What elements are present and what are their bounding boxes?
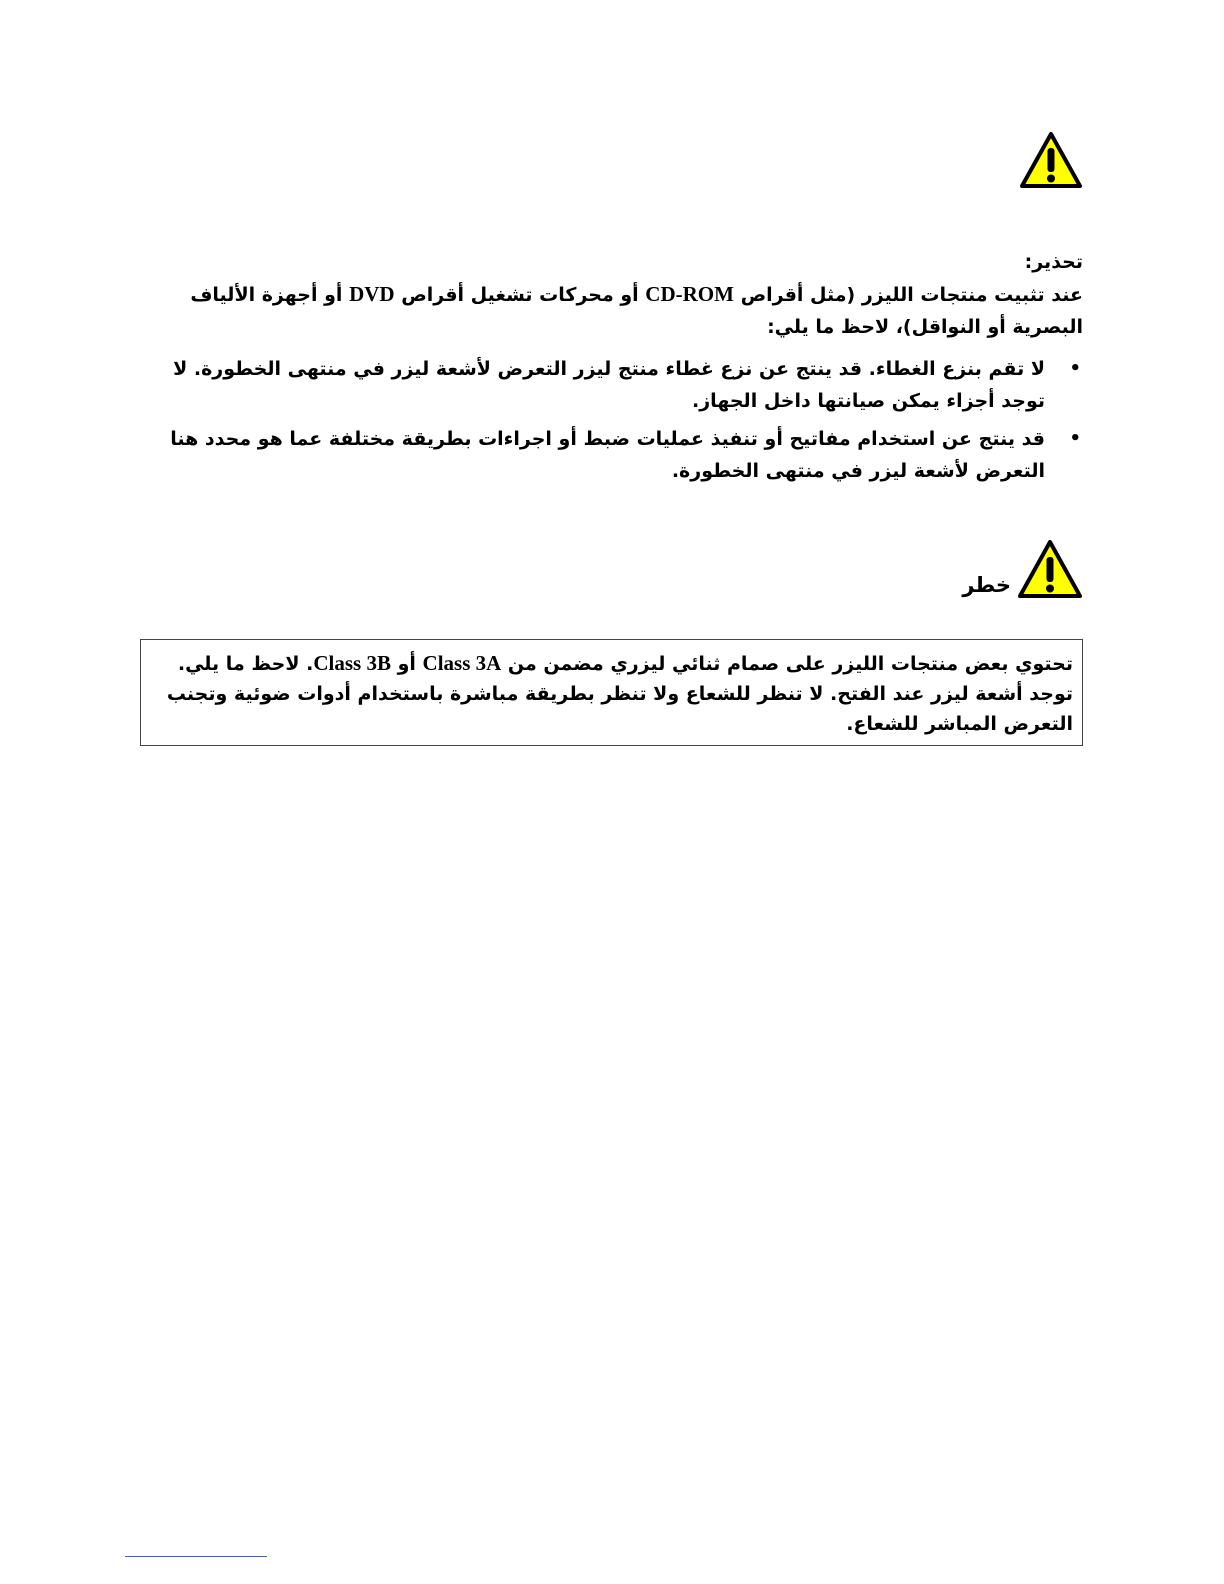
warning-triangle-icon xyxy=(1019,131,1083,189)
warning-triangle-icon xyxy=(1017,539,1083,599)
caution-intro-middle: أو محركات تشغيل أقراص xyxy=(401,284,639,306)
caution-list xyxy=(140,353,1083,493)
danger-line-2: توجد أشعة ليزر عند الفتح. لا تنظر للشعاع ولا تنظر بطريقة مباشرة باستخدام أدوات ضوئية وتجنب التعرض المباشر للشعاع. xyxy=(166,683,1073,735)
list-item-text: قد ينتج عن استخدام مفاتيح أو تنفيذ عمليات ضبط أو اجراءات بطريقة مختلفة عما هو محدد هنا التعرض لأشعة ليزر في منتهى الخطورة. xyxy=(170,428,1045,482)
danger-line-1-start: تحتوي بعض منتجات الليزر على صمام ثنائي ليزري مضمن من xyxy=(507,653,1073,675)
list-item xyxy=(140,353,1083,417)
footnote-separator xyxy=(125,1556,267,1557)
danger-line-1-end: . لاحظ ما يلي. xyxy=(177,653,314,675)
caution-intro-start: عند تثبيت منتجات الليزر (مثل أقراص xyxy=(740,284,1083,306)
danger-line-1-middle: أو xyxy=(397,653,416,675)
class3b-term: Class 3B xyxy=(313,651,391,675)
bullet-icon: • xyxy=(1069,358,1081,379)
bullet-icon: • xyxy=(1069,428,1081,449)
danger-notice-box xyxy=(140,639,1083,746)
danger-heading xyxy=(962,539,1083,599)
dvd-term: DVD xyxy=(349,282,395,306)
caution-paragraph xyxy=(140,278,1083,343)
cdrom-term: CD-ROM xyxy=(645,282,734,306)
danger-line-1 xyxy=(161,648,1073,679)
danger-label: خطر xyxy=(962,573,1011,597)
list-item xyxy=(140,423,1083,487)
caution-intro-end: أو أجهزة الألياف البصرية أو النواقل)، لاحظ ما يلي: xyxy=(190,284,1083,338)
caution-heading: تحذير: xyxy=(1024,251,1083,273)
list-item-text: لا تقم بنزع الغطاء. قد ينتج عن نزع غطاء منتج ليزر التعرض لأشعة ليزر في منتهى الخطورة. لا توجد أجزاء يمكن صيانتها داخل الجهاز. xyxy=(173,358,1045,412)
class3a-term: Class 3A xyxy=(422,651,502,675)
